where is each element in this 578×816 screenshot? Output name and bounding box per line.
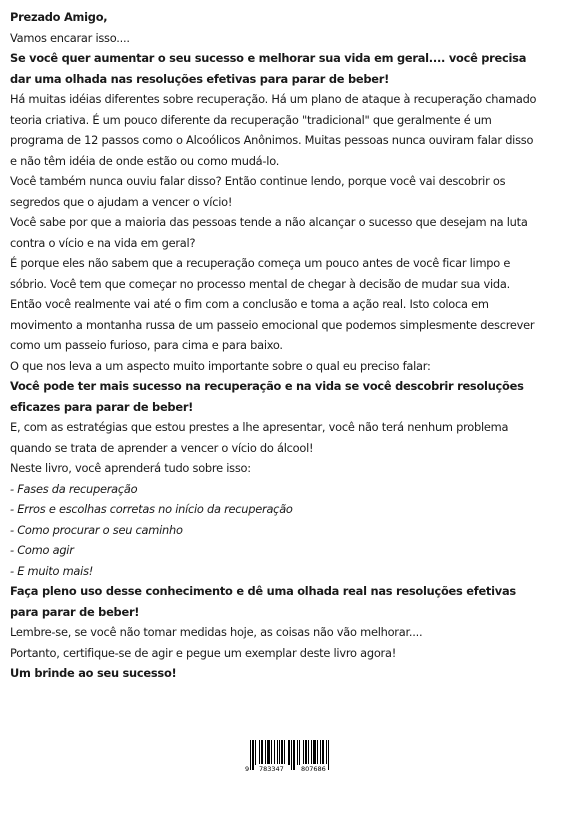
paragraph-list bbox=[10, 28, 540, 684]
barcode-digits bbox=[244, 764, 348, 774]
barcode-left-group: 783347 bbox=[259, 765, 284, 773]
paragraph: Se você quer aumentar o seu sucesso e melhorar sua vida em geral.... você precisa dar uma olhada nas resoluções efetivas para parar de beber! bbox=[10, 51, 527, 86]
paragraph: Há muitas idéias diferentes sobre recuperação. Há um plano de ataque à recuperação chamado teoria criativa. É um pouco diferente da recuperação "tradicional" que geralmente é um programa de 12 passos como o Alcoólicos Anônimos. Muitas pessoas nunca ouviram falar disso e não têm idéia de onde estão ou como mudá-lo. bbox=[10, 92, 537, 168]
barcode-bar bbox=[267, 740, 270, 765]
barcode-bar bbox=[277, 740, 278, 765]
barcode-bar bbox=[288, 740, 290, 765]
greeting: Prezado Amigo, bbox=[10, 10, 108, 24]
paragraph: Portanto, certifique-se de agir e pegue um exemplar deste livro agora! bbox=[10, 645, 397, 660]
barcode-bar bbox=[261, 740, 263, 765]
paragraph: Faça pleno uso desse conhecimento e dê uma olhada real nas resoluções efetivas para parar de beber! bbox=[10, 584, 516, 619]
barcode-bar bbox=[320, 740, 321, 765]
barcode-lead-digit: 9 bbox=[245, 765, 250, 773]
paragraph: - Como agir bbox=[10, 543, 74, 557]
paragraph: - Como procurar o seu caminho bbox=[10, 522, 183, 537]
barcode-bar bbox=[308, 740, 309, 765]
paragraph: Você também nunca ouviu falar disso? Então continue lendo, porque você vai descobrir os segredos que o ajudam a vencer o vício! bbox=[10, 174, 506, 209]
paragraph: Vamos encarar isso.... bbox=[10, 30, 130, 45]
paragraph: E, com as estratégias que estou prestes a lhe apresentar, você não terá nenhum problema quando se trata de aprender a vencer o vício do álcool! bbox=[10, 420, 509, 455]
paragraph: Você sabe por que a maioria das pessoas tende a não alcançar o sucesso que desejam na luta contra o vício e na vida em geral? bbox=[10, 215, 528, 250]
barcode-right-group: 807686 bbox=[301, 765, 326, 773]
barcode-bar bbox=[311, 740, 312, 765]
barcode-bar bbox=[313, 740, 316, 765]
barcode-bar bbox=[297, 740, 298, 765]
barcode-bar bbox=[303, 740, 304, 765]
paragraph: - Fases da recuperação bbox=[10, 481, 138, 496]
paragraph: Você pode ter mais sucesso na recuperação e na vida se você descobrir resoluções eficazes para parar de beber! bbox=[10, 379, 524, 414]
paragraph: Neste livro, você aprenderá tudo sobre isso: bbox=[10, 461, 251, 475]
barcode-bar bbox=[305, 740, 307, 765]
barcode-bar bbox=[279, 740, 280, 765]
barcode-bar bbox=[274, 740, 275, 765]
barcode-bar bbox=[317, 740, 318, 765]
barcode-bar bbox=[299, 740, 300, 765]
barcode-bar bbox=[259, 740, 260, 765]
barcode-bar bbox=[265, 740, 266, 765]
barcode-bar bbox=[271, 740, 272, 765]
paragraph: - Erros e escolhas corretas no início da recuperação bbox=[10, 502, 293, 516]
barcode-bar bbox=[284, 740, 285, 765]
paragraph: - E muito mais! bbox=[10, 563, 94, 578]
paragraph: O que nos leva a um aspecto muito importante sobre o qual eu preciso falar: bbox=[10, 358, 431, 373]
paragraph: Lembre-se, se você não tomar medidas hoje, as coisas não vão melhorar.... bbox=[10, 625, 423, 639]
letter-body bbox=[10, 7, 540, 684]
isbn-barcode bbox=[244, 740, 348, 776]
paragraph: É porque eles não sabem que a recuperação começa um pouco antes de você ficar limpo e sóbrio. Você tem que começar no processo mental de chegar à decisão de mudar sua vida. Então você realmente vai até o fim com a conclusão e toma a ação real. Isto coloca em movimento a montanha russa de um passeio emocional que podemos simplesmente descrever como um passeio furioso, para cima e para baixo. bbox=[10, 256, 535, 352]
barcode-bar bbox=[322, 740, 324, 765]
barcode-bar bbox=[281, 740, 283, 765]
paragraph: Um brinde ao seu sucesso! bbox=[10, 666, 177, 680]
barcode-bar bbox=[255, 740, 256, 765]
